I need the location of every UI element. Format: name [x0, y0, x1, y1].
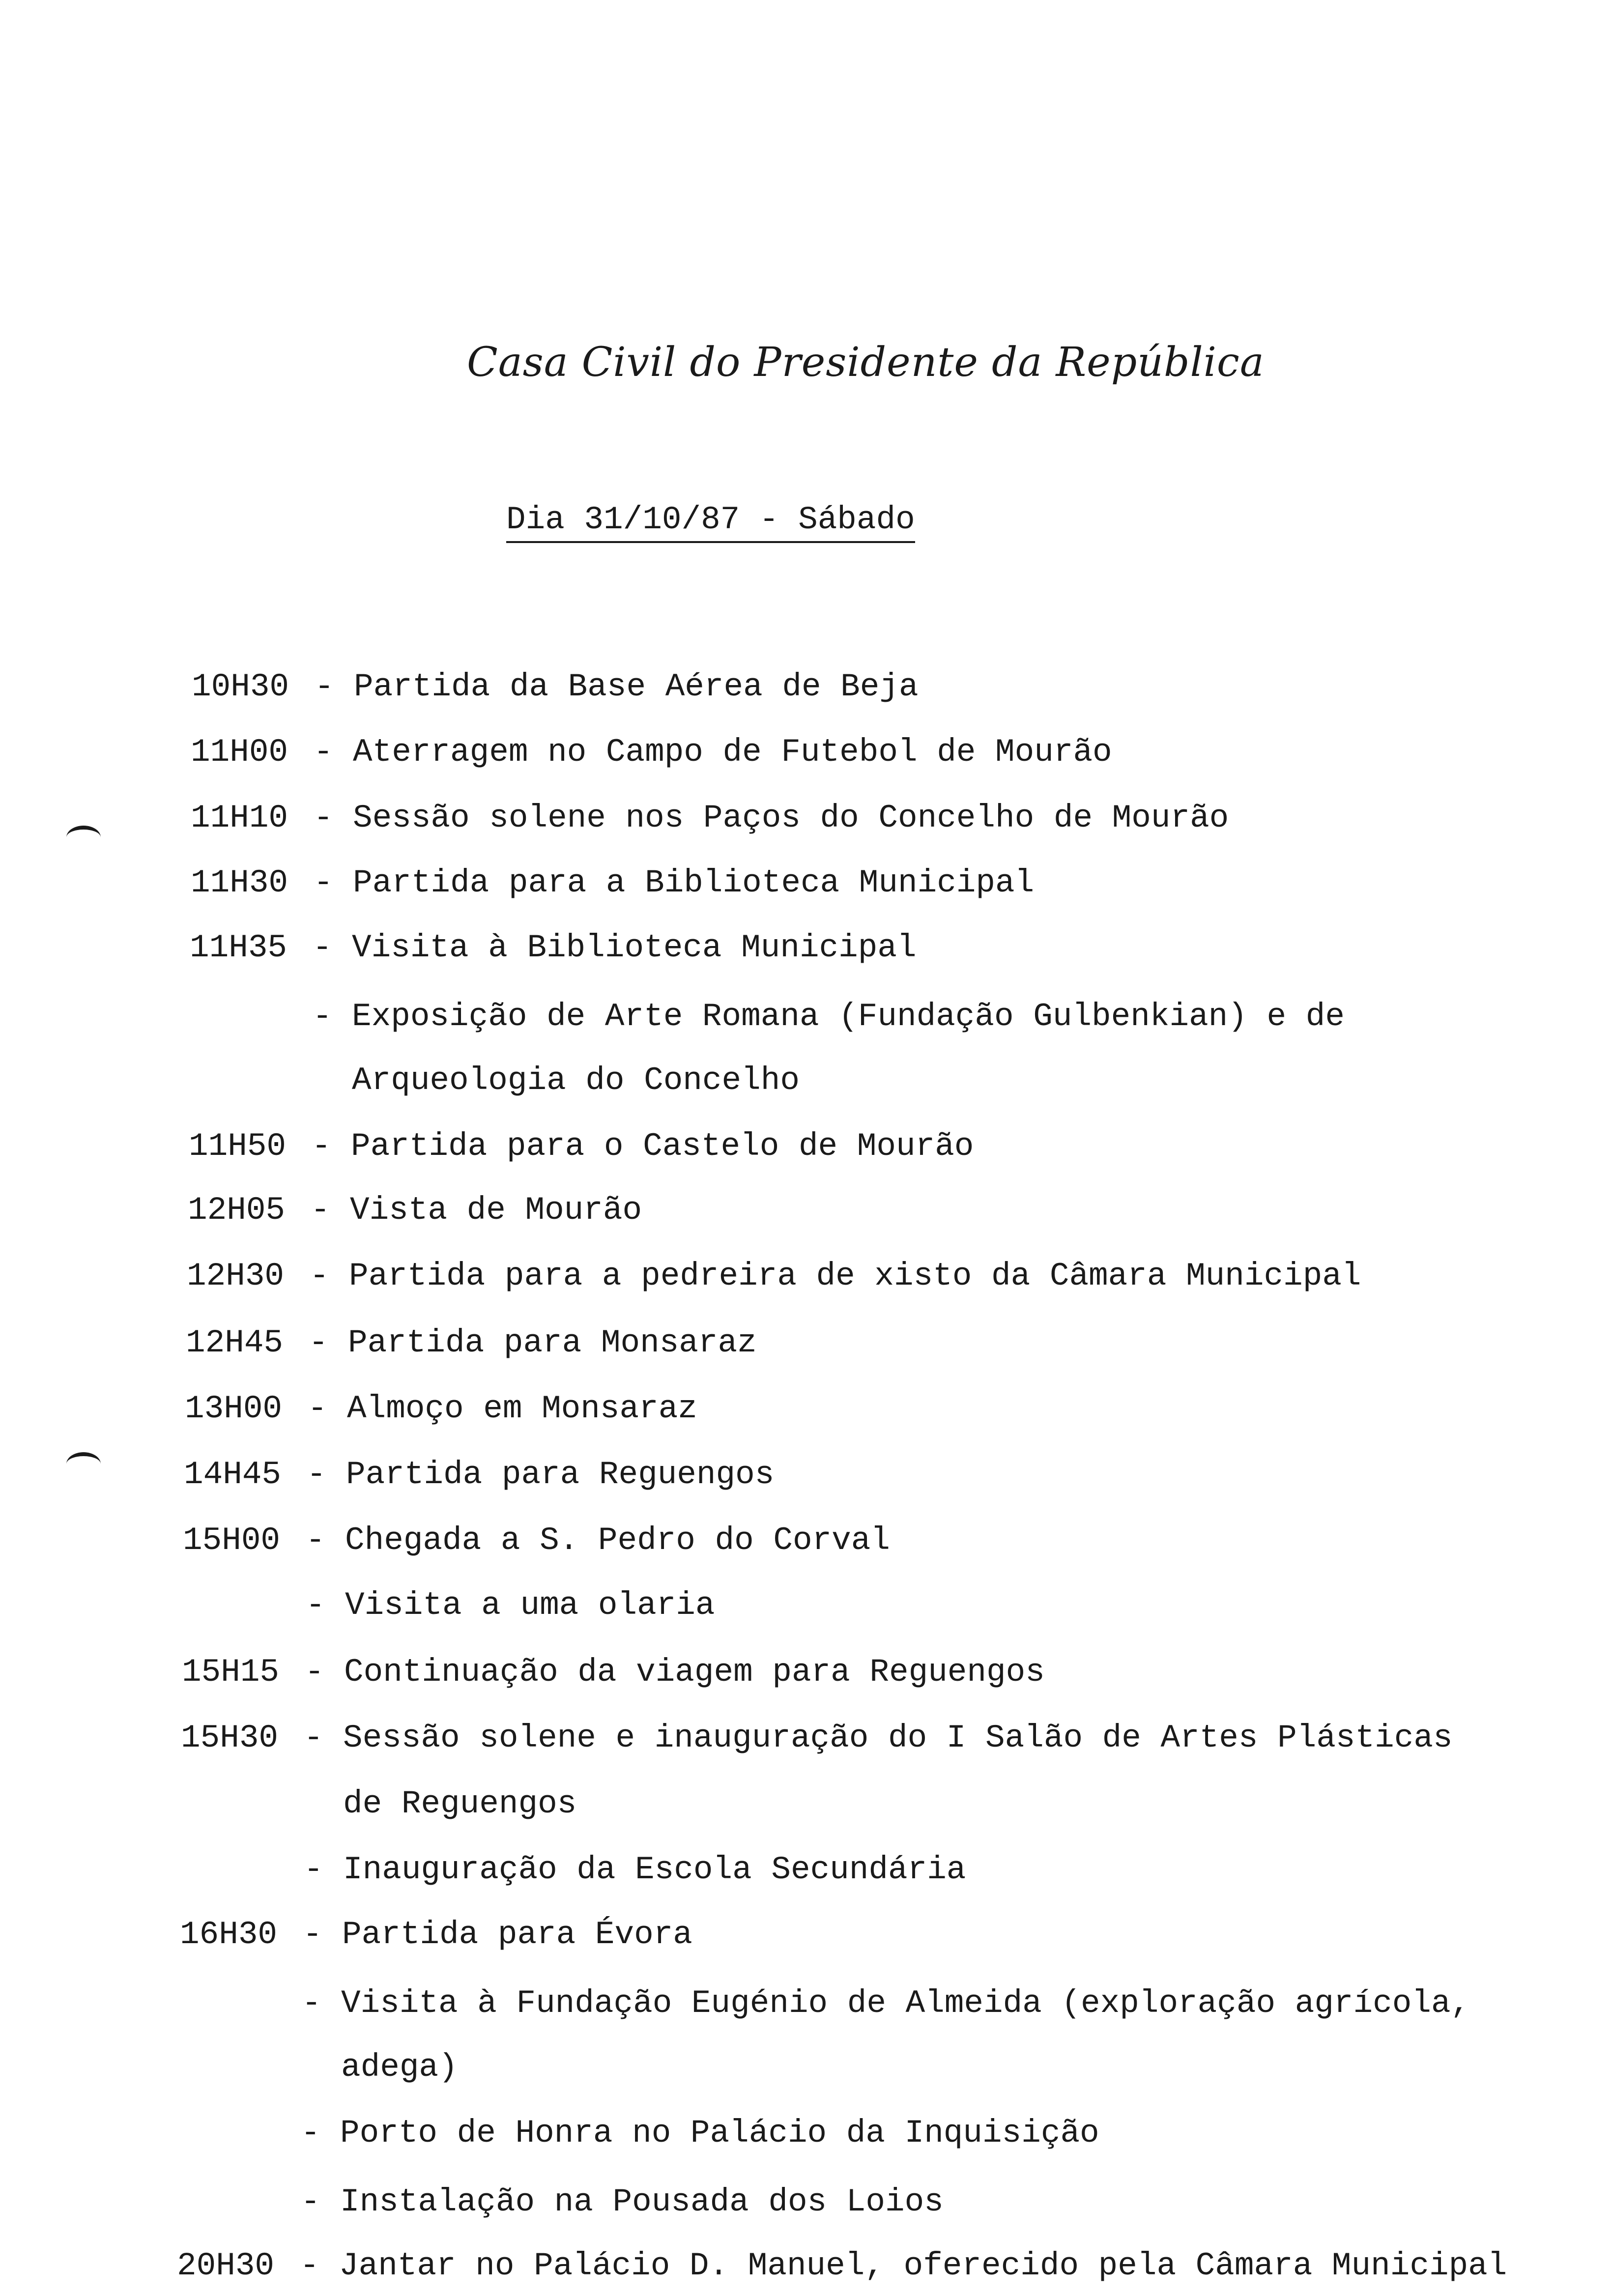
entry-text: Visita à Fundação Eugénio de Almeida (exploração agrícola, — [341, 1985, 1470, 2022]
entry-dash: - — [305, 1654, 324, 1691]
entry-dash: - — [301, 2115, 320, 2152]
entry-time: 11H50 — [189, 1128, 287, 1165]
entry-time: 14H45 — [184, 1456, 282, 1493]
entry-dash: - — [315, 668, 334, 705]
entry-time: 15H15 — [182, 1654, 280, 1691]
entry-time: 15H30 — [181, 1720, 279, 1756]
entry-text: Chegada a S. Pedro do Corval — [345, 1522, 890, 1559]
schedule-entry — [181, 1785, 577, 1822]
schedule-entry — [190, 998, 1345, 1035]
date-heading: Dia 31/10/87 - Sábado — [506, 501, 915, 543]
entry-text: Sessão solene e inauguração do I Salão de Artes Plásticas — [343, 1720, 1453, 1756]
schedule-entry — [180, 1916, 692, 1953]
entry-dash: - — [300, 2247, 319, 2284]
entry-text: Almoço em Monsaraz — [347, 1390, 697, 1427]
schedule-entry — [187, 1260, 1361, 1292]
entry-time: 11H35 — [190, 929, 288, 966]
entry-text: Aterragem no Campo de Futebol de Mourão — [353, 734, 1112, 771]
entry-time: 12H45 — [186, 1324, 284, 1361]
entry-time: 16H30 — [180, 1916, 278, 1953]
schedule-entry — [184, 1456, 775, 1493]
entry-text: Sessão solene nos Paços do Concelho de Mourão — [353, 800, 1229, 836]
entry-text: Partida para a Biblioteca Municipal — [353, 864, 1035, 901]
schedule-entry — [183, 1524, 890, 1557]
letterhead: Casa Civil do Presidente da República — [467, 339, 1265, 386]
schedule-entry — [190, 1064, 800, 1097]
schedule-entry — [178, 2117, 1099, 2150]
punch-hole-mark-bottom — [66, 1452, 101, 1476]
entry-text: Exposição de Arte Romana (Fundação Gulbenkian) e de — [352, 998, 1345, 1035]
schedule-entry — [191, 864, 1035, 901]
entry-dash: - — [312, 1128, 331, 1165]
entry-dash: - — [303, 1916, 322, 1953]
schedule-entry — [191, 736, 1112, 769]
schedule-entry — [179, 2051, 458, 2084]
entry-dash: - — [307, 1456, 326, 1493]
entry-text: Partida para Reguengos — [346, 1456, 775, 1493]
schedule-entry — [190, 929, 917, 966]
schedule-entry — [191, 802, 1229, 834]
entry-dash: - — [310, 1258, 329, 1294]
entry-dash: - — [302, 1985, 321, 2022]
schedule-entry — [179, 1987, 1470, 2020]
schedule-entry — [181, 1851, 966, 1888]
schedule-entry — [177, 2247, 1507, 2284]
entry-text: Visita a uma olaria — [345, 1587, 715, 1624]
entry-time: 11H30 — [191, 864, 288, 901]
schedule-entry — [192, 668, 919, 705]
entry-time: 12H05 — [188, 1192, 286, 1229]
entry-time: 10H30 — [192, 668, 289, 705]
entry-time: 20H30 — [177, 2247, 275, 2284]
entry-dash: - — [314, 800, 333, 836]
entry-text: Partida para Monsaraz — [348, 1324, 757, 1361]
schedule-entry — [178, 2183, 944, 2220]
schedule-entry — [188, 1194, 642, 1227]
entry-text: Arqueologia do Concelho — [352, 1062, 800, 1099]
schedule-entry — [181, 1722, 1453, 1754]
entry-text: Porto de Honra no Palácio da Inquisição — [340, 2115, 1099, 2152]
entry-text: Partida da Base Aérea de Beja — [354, 668, 919, 705]
entry-time: 13H00 — [185, 1390, 283, 1427]
entry-text: Vista de Mourão — [350, 1192, 642, 1229]
schedule-entry — [183, 1589, 715, 1622]
entry-text: Partida para a pedreira de xisto da Câmara Municipal — [349, 1258, 1361, 1294]
schedule-entry — [189, 1130, 974, 1163]
entry-time: 12H30 — [187, 1258, 285, 1294]
entry-text: de Reguengos — [343, 1785, 577, 1822]
entry-text: Partida para o Castelo de Mourão — [351, 1128, 974, 1165]
schedule-entry — [182, 1656, 1045, 1689]
entry-dash: - — [306, 1522, 325, 1559]
entry-text: adega) — [341, 2049, 458, 2086]
entry-text: Visita à Biblioteca Municipal — [352, 929, 917, 966]
entry-time: 11H10 — [191, 800, 288, 836]
entry-dash: - — [314, 734, 333, 771]
entry-text: Instalação na Pousada dos Loios — [340, 2183, 944, 2220]
entry-dash: - — [314, 864, 333, 901]
entry-dash: - — [304, 1720, 323, 1756]
entry-text: Jantar no Palácio D. Manuel, oferecido pela Câmara Municipal — [339, 2247, 1507, 2284]
entry-text: Inauguração da Escola Secundária — [343, 1851, 966, 1888]
entry-dash: - — [301, 2183, 320, 2220]
entry-dash: - — [313, 929, 332, 966]
schedule-entry — [186, 1324, 757, 1361]
entry-dash: - — [313, 998, 332, 1035]
entry-dash: - — [311, 1192, 330, 1229]
entry-time: 11H00 — [191, 734, 288, 771]
schedule-entry — [185, 1390, 697, 1427]
entry-dash: - — [304, 1851, 323, 1888]
entry-text: Partida para Évora — [342, 1916, 692, 1953]
entry-text: Continuação da viagem para Reguengos — [344, 1654, 1045, 1691]
entry-time: 15H00 — [183, 1522, 281, 1559]
punch-hole-mark-top — [66, 826, 101, 849]
entry-dash: - — [306, 1587, 325, 1624]
entry-dash: - — [308, 1390, 327, 1427]
entry-dash: - — [309, 1324, 328, 1361]
